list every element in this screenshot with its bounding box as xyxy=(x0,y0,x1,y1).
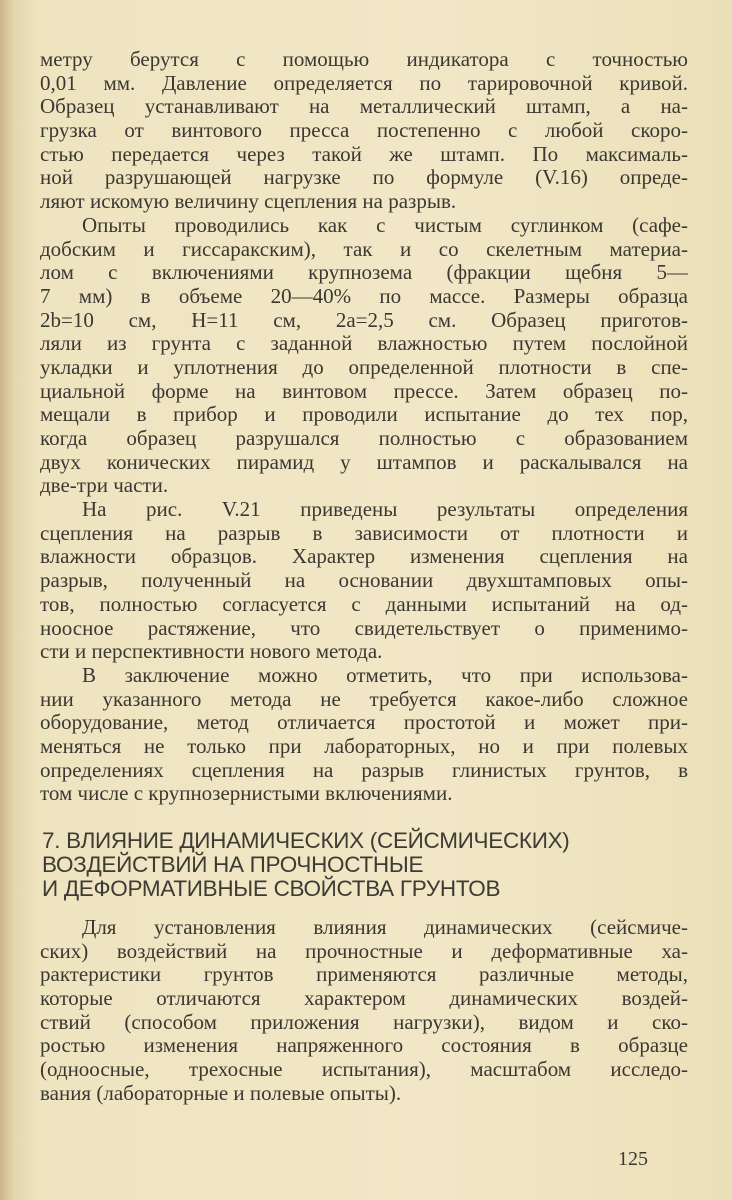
page-number: 125 xyxy=(618,1148,648,1170)
paragraph xyxy=(40,48,688,214)
text-line: ляли из грунта с заданной влажностью путем послойной xyxy=(40,331,688,356)
text-line: двух конических пирамид у штампов и раскалывался на xyxy=(40,449,688,474)
text-line: грузка от винтового пресса постепенно с любой скоро- xyxy=(40,118,688,143)
paragraph xyxy=(40,916,688,1106)
heading-line: 7. ВЛИЯНИЕ ДИНАМИЧЕСКИХ (СЕЙСМИЧЕСКИХ) xyxy=(42,828,570,853)
paragraph xyxy=(40,498,688,664)
text-line: когда образец разрушался полностью с образованием xyxy=(40,426,688,450)
text-line: ских) воздействий на прочностные и деформативные ха- xyxy=(40,938,688,963)
text-line: сти и перспективности нового метода. xyxy=(40,639,383,664)
heading-line: ВОЗДЕЙСТВИЙ НА ПРОЧНОСТНЫЕ xyxy=(42,852,424,877)
text-line: две-три части. xyxy=(40,473,169,498)
text-line: меняться не только при лабораторных, но и при полевых xyxy=(40,733,688,758)
text-line: ной разрушающей нагрузке по формуле (V.16) опреде- xyxy=(40,165,688,190)
text-line: ростью изменения напряженного состояния в образце xyxy=(40,1033,688,1058)
text-line: 0,01 мм. Давление определяется по тарировочной кривой. xyxy=(40,70,688,95)
text-line: (одноосные, трехосные испытания), масштабом исследо- xyxy=(40,1057,688,1082)
text-line: влажности образцов. Характер изменения сцепления на xyxy=(40,544,688,569)
text-line: тов, полностью согласуется с данными испытаний на од- xyxy=(40,591,688,616)
text-line: На рис. V.21 приведены результаты определения xyxy=(82,497,688,522)
text-line: метру берутся с помощью индикатора с точностью xyxy=(40,47,688,71)
text-line: В заключение можно отметить, что при использова- xyxy=(82,662,688,687)
text-line: ноосное растяжение, что свидетельствует о применимо- xyxy=(40,615,688,640)
text-line: ствий (способом приложения нагрузки), видом и ско- xyxy=(40,1009,688,1034)
paragraph xyxy=(40,664,688,806)
paragraph xyxy=(40,214,688,498)
text-line: разрыв, полученный на основании двухштамповых опы- xyxy=(40,568,688,593)
text-line: вания (лабораторные и полевые опыты). xyxy=(40,1080,402,1105)
text-line: добским и гиссаракским), так и со скелетным материа- xyxy=(40,236,688,261)
text-line: нии указанного метода не требуется какое-либо сложное xyxy=(40,686,688,711)
text-line: 7 мм) в объеме 20—40% по массе. Размеры образца xyxy=(40,283,688,308)
text-line: рактеристики грунтов применяются различные методы, xyxy=(40,962,688,987)
text-line: Образец устанавливают на металлический штамп, а на- xyxy=(40,94,688,119)
text-line: ляют искомую величину сцепления на разрыв. xyxy=(40,189,457,214)
text-line: том числе с крупнозернистыми включениями. xyxy=(40,781,453,806)
body-text-section xyxy=(40,916,688,1106)
body-text-main xyxy=(40,48,688,806)
text-line: Опыты проводились как с чистым суглинком (сафе- xyxy=(82,212,688,237)
text-line: определениях сцепления на разрыв глинистых грунтов, в xyxy=(40,757,688,782)
text-line: мещали в прибор и проводили испытание до тех пор, xyxy=(40,402,688,427)
text-line: стью передается через такой же штамп. По максималь- xyxy=(40,141,688,166)
text-line: оборудование, метод отличается простотой и может при- xyxy=(40,710,688,735)
section-heading xyxy=(42,829,569,901)
text-line: циальной форме на винтовом прессе. Затем образец по- xyxy=(40,378,688,403)
text-line: укладки и уплотнения до определенной плотности в спе- xyxy=(40,354,688,379)
text-line: 2b=10 см, H=11 см, 2a=2,5 см. Образец приготов- xyxy=(40,307,688,332)
text-line: сцепления на разрыв в зависимости от плотности и xyxy=(40,520,688,545)
text-line: которые отличаются характером динамических воздей- xyxy=(40,986,688,1011)
text-line: Для установления влияния динамических (сейсмиче- xyxy=(82,915,688,939)
text-line: лом с включениями крупнозема (фракции щебня 5— xyxy=(40,260,688,285)
heading-line: И ДЕФОРМАТИВНЫЕ СВОЙСТВА ГРУНТОВ xyxy=(42,876,501,901)
